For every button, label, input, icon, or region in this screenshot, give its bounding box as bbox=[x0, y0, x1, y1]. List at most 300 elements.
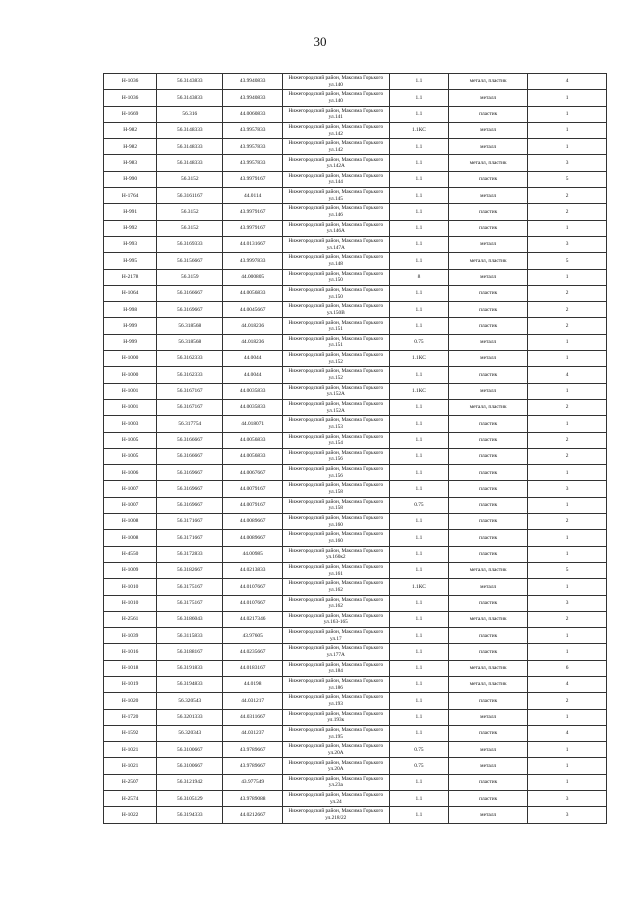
cell-id: Н-1036 bbox=[104, 74, 157, 90]
cell-volume: 1.1 bbox=[389, 611, 449, 627]
cell-lat: 56.3171667 bbox=[157, 514, 223, 530]
cell-address: Нижегородский район, Максима Горького ул.17 bbox=[283, 628, 390, 644]
table-row bbox=[104, 807, 607, 823]
cell-lat: 56.3201333 bbox=[157, 709, 223, 725]
cell-address: Нижегородский район, Максима Горького ул.152 bbox=[283, 351, 390, 367]
cell-id: Н-1039 bbox=[104, 628, 157, 644]
cell-id: Н-991 bbox=[104, 204, 157, 220]
cell-lat: 56.3171667 bbox=[157, 530, 223, 546]
cell-volume: 1.1 bbox=[389, 660, 449, 676]
cell-id: Н-1021 bbox=[104, 742, 157, 758]
cell-lon: 43.97605 bbox=[223, 628, 283, 644]
cell-type: пластик bbox=[449, 367, 528, 383]
table-row bbox=[104, 367, 607, 383]
cell-id: Н-1036 bbox=[104, 90, 157, 106]
cell-lon: 44.0107667 bbox=[223, 595, 283, 611]
cell-address: Нижегородский район, Максима Горького ул.142 bbox=[283, 122, 390, 138]
cell-address: Нижегородский район, Максима Горького ул.152 bbox=[283, 367, 390, 383]
cell-id: Н-1000 bbox=[104, 351, 157, 367]
table-row bbox=[104, 497, 607, 513]
table-row bbox=[104, 383, 607, 399]
cell-count: 2 bbox=[528, 514, 607, 530]
cell-lat: 56.3169667 bbox=[157, 481, 223, 497]
cell-lat: 56.3166667 bbox=[157, 448, 223, 464]
table-row bbox=[104, 171, 607, 187]
cell-lon: 44.0044 bbox=[223, 351, 283, 367]
table-row bbox=[104, 725, 607, 741]
cell-type: пластик bbox=[449, 628, 528, 644]
table-row bbox=[104, 676, 607, 692]
cell-lat: 56.3167167 bbox=[157, 383, 223, 399]
cell-lat: 56.3194833 bbox=[157, 676, 223, 692]
cell-type: пластик bbox=[449, 514, 528, 530]
cell-address: Нижегородский район, Максима Горького ул.160 bbox=[283, 530, 390, 546]
cell-lon: 44.031217 bbox=[223, 693, 283, 709]
cell-volume: 1.1 bbox=[389, 236, 449, 252]
table-row bbox=[104, 90, 607, 106]
table-row bbox=[104, 122, 607, 138]
table-row bbox=[104, 579, 607, 595]
cell-address: Нижегородский район, Максима Горького ул.20А bbox=[283, 758, 390, 774]
cell-volume: 1.1 bbox=[389, 188, 449, 204]
table-row bbox=[104, 220, 607, 236]
cell-address: Нижегородский район, Максима Горького ул.160к2 bbox=[283, 546, 390, 562]
cell-volume: 1.1 bbox=[389, 676, 449, 692]
cell-volume: 1.1 bbox=[389, 807, 449, 823]
cell-lon: 43.9789667 bbox=[223, 758, 283, 774]
cell-address: Нижегородский район, Максима Горького ул.186 bbox=[283, 676, 390, 692]
cell-count: 2 bbox=[528, 318, 607, 334]
cell-id: Н-998 bbox=[104, 302, 157, 318]
table-row bbox=[104, 253, 607, 269]
cell-lon: 44.0044 bbox=[223, 367, 283, 383]
cell-count: 1 bbox=[528, 758, 607, 774]
cell-address: Нижегородский район, Максима Горького ул.146А bbox=[283, 220, 390, 236]
cell-lon: 44.0183167 bbox=[223, 660, 283, 676]
cell-id: Н-1669 bbox=[104, 106, 157, 122]
cell-volume: 1.1 bbox=[389, 595, 449, 611]
cell-lat: 56.3166667 bbox=[157, 432, 223, 448]
cell-id: Н-1021 bbox=[104, 758, 157, 774]
cell-lon: 44.0067667 bbox=[223, 465, 283, 481]
cell-count: 1 bbox=[528, 465, 607, 481]
cell-id: Н-1022 bbox=[104, 807, 157, 823]
cell-volume: 1.1 bbox=[389, 725, 449, 741]
table-row bbox=[104, 791, 607, 807]
cell-id: Н-2561 bbox=[104, 611, 157, 627]
cell-lat: 56.3162333 bbox=[157, 351, 223, 367]
cell-address: Нижегородский район, Максима Горького ул.153 bbox=[283, 416, 390, 432]
cell-type: металл bbox=[449, 90, 528, 106]
cell-type: металл, пластик bbox=[449, 562, 528, 578]
cell-count: 1 bbox=[528, 546, 607, 562]
cell-count: 4 bbox=[528, 74, 607, 90]
cell-id: Н-1010 bbox=[104, 579, 157, 595]
cell-id: Н-1016 bbox=[104, 644, 157, 660]
cell-lat: 56.320343 bbox=[157, 725, 223, 741]
table-row bbox=[104, 155, 607, 171]
cell-type: пластик bbox=[449, 171, 528, 187]
cell-volume: 1.1 bbox=[389, 74, 449, 90]
cell-lon: 44.0079167 bbox=[223, 481, 283, 497]
cell-count: 1 bbox=[528, 774, 607, 790]
cell-id: Н-1019 bbox=[104, 676, 157, 692]
cell-id: Н-2507 bbox=[104, 774, 157, 790]
table-row bbox=[104, 416, 607, 432]
cell-address: Нижегородский район, Максима Горького ул.193 bbox=[283, 693, 390, 709]
cell-count: 3 bbox=[528, 481, 607, 497]
cell-volume: 1.1КС bbox=[389, 383, 449, 399]
cell-type: пластик bbox=[449, 693, 528, 709]
cell-id: Н-999 bbox=[104, 334, 157, 350]
cell-address: Нижегородский район, Максима Горького ул.156 bbox=[283, 448, 390, 464]
cell-count: 5 bbox=[528, 562, 607, 578]
cell-type: пластик bbox=[449, 644, 528, 660]
cell-address: Нижегородский район, Максима Горького ул.162 bbox=[283, 595, 390, 611]
cell-volume: 0.75 bbox=[389, 758, 449, 774]
cell-id: Н-1007 bbox=[104, 497, 157, 513]
cell-volume: 1.1 bbox=[389, 139, 449, 155]
cell-count: 4 bbox=[528, 725, 607, 741]
cell-lon: 43.977549 bbox=[223, 774, 283, 790]
cell-type: металл bbox=[449, 351, 528, 367]
cell-count: 1 bbox=[528, 90, 607, 106]
cell-id: Н-1001 bbox=[104, 399, 157, 415]
cell-id: Н-1764 bbox=[104, 188, 157, 204]
cell-count: 2 bbox=[528, 302, 607, 318]
cell-volume: 1.1 bbox=[389, 432, 449, 448]
cell-count: 1 bbox=[528, 106, 607, 122]
cell-type: металл bbox=[449, 709, 528, 725]
cell-lat: 56.3161167 bbox=[157, 188, 223, 204]
cell-type: металл bbox=[449, 269, 528, 285]
cell-lon: 44.0035833 bbox=[223, 383, 283, 399]
cell-volume: 1.1 bbox=[389, 693, 449, 709]
cell-lon: 44.0060833 bbox=[223, 106, 283, 122]
cell-lon: 43.9979167 bbox=[223, 204, 283, 220]
cell-lat: 56.3167167 bbox=[157, 399, 223, 415]
cell-lon: 44.031237 bbox=[223, 725, 283, 741]
cell-lon: 44.018236 bbox=[223, 318, 283, 334]
table-row bbox=[104, 106, 607, 122]
cell-volume: 0.75 bbox=[389, 742, 449, 758]
cell-lon: 44.0056833 bbox=[223, 448, 283, 464]
cell-lon: 44.0056833 bbox=[223, 285, 283, 301]
cell-volume: 1.1КС bbox=[389, 579, 449, 595]
cell-lon: 44.018071 bbox=[223, 416, 283, 432]
cell-id: Н-1001 bbox=[104, 383, 157, 399]
cell-count: 2 bbox=[528, 188, 607, 204]
table-row bbox=[104, 399, 607, 415]
cell-volume: 1.1 bbox=[389, 465, 449, 481]
cell-type: пластик bbox=[449, 220, 528, 236]
cell-lon: 43.9940833 bbox=[223, 74, 283, 90]
cell-lat: 56.3159 bbox=[157, 269, 223, 285]
cell-count: 4 bbox=[528, 676, 607, 692]
cell-count: 3 bbox=[528, 595, 607, 611]
cell-lat: 56.320543 bbox=[157, 693, 223, 709]
cell-id: Н-2574 bbox=[104, 791, 157, 807]
cell-lon: 44.0056833 bbox=[223, 432, 283, 448]
cell-count: 1 bbox=[528, 269, 607, 285]
cell-lon: 44.0089667 bbox=[223, 530, 283, 546]
cell-lon: 44.0107667 bbox=[223, 579, 283, 595]
cell-volume: 1.1 bbox=[389, 514, 449, 530]
table-row bbox=[104, 351, 607, 367]
cell-lat: 56.3152 bbox=[157, 204, 223, 220]
cell-address: Нижегородский район, Максима Горького ул.23а bbox=[283, 774, 390, 790]
cell-count: 1 bbox=[528, 497, 607, 513]
cell-lat: 56.3166667 bbox=[157, 285, 223, 301]
cell-lon: 44.0045667 bbox=[223, 302, 283, 318]
cell-volume: 0.75 bbox=[389, 497, 449, 513]
cell-lat: 56.3148333 bbox=[157, 155, 223, 171]
cell-address: Нижегородский район, Максима Горького ул.195 bbox=[283, 725, 390, 741]
cell-volume: 1.1КС bbox=[389, 122, 449, 138]
cell-id: Н-1007 bbox=[104, 481, 157, 497]
cell-volume: 1.1 bbox=[389, 253, 449, 269]
cell-id: Н-1008 bbox=[104, 530, 157, 546]
cell-count: 5 bbox=[528, 171, 607, 187]
cell-lon: 44.0217346 bbox=[223, 611, 283, 627]
table-row bbox=[104, 139, 607, 155]
table-row bbox=[104, 74, 607, 90]
cell-count: 1 bbox=[528, 416, 607, 432]
cell-lat: 56.3188167 bbox=[157, 644, 223, 660]
cell-type: металл, пластик bbox=[449, 660, 528, 676]
cell-lon: 43.9940833 bbox=[223, 90, 283, 106]
cell-address: Нижегородский район, Максима Горького ул.161 bbox=[283, 562, 390, 578]
cell-volume: 1.1 bbox=[389, 90, 449, 106]
table-row bbox=[104, 188, 607, 204]
table-row bbox=[104, 628, 607, 644]
cell-address: Нижегородский район, Максима Горького ул.158 bbox=[283, 497, 390, 513]
cell-address: Нижегородский район, Максима Горького ул.152А bbox=[283, 383, 390, 399]
cell-type: металл bbox=[449, 334, 528, 350]
cell-lon: 44.0198 bbox=[223, 676, 283, 692]
cell-type: металл bbox=[449, 236, 528, 252]
cell-volume: 1.1 bbox=[389, 530, 449, 546]
table-row bbox=[104, 236, 607, 252]
cell-id: Н-990 bbox=[104, 171, 157, 187]
table-row bbox=[104, 546, 607, 562]
cell-count: 3 bbox=[528, 807, 607, 823]
cell-lon: 43.9957833 bbox=[223, 139, 283, 155]
cell-lon: 44.0213833 bbox=[223, 562, 283, 578]
cell-volume: 1.1 bbox=[389, 318, 449, 334]
cell-lon: 43.9997833 bbox=[223, 253, 283, 269]
cell-address: Нижегородский район, Максима Горького ул.145 bbox=[283, 188, 390, 204]
cell-type: пластик bbox=[449, 465, 528, 481]
cell-id: Н-1003 bbox=[104, 416, 157, 432]
cell-id: Н-1000 bbox=[104, 367, 157, 383]
cell-address: Нижегородский район, Максима Горького ул.158 bbox=[283, 481, 390, 497]
cell-count: 3 bbox=[528, 791, 607, 807]
cell-lat: 56.3175167 bbox=[157, 579, 223, 595]
cell-lat: 56.3194333 bbox=[157, 807, 223, 823]
cell-address: Нижегородский район, Максима Горького ул.150 bbox=[283, 285, 390, 301]
table-row bbox=[104, 758, 607, 774]
cell-type: пластик bbox=[449, 302, 528, 318]
cell-id: Н-982 bbox=[104, 122, 157, 138]
cell-address: Нижегородский район, Максима Горького ул.177А bbox=[283, 644, 390, 660]
cell-volume: 1.1КС bbox=[389, 351, 449, 367]
cell-count: 2 bbox=[528, 693, 607, 709]
cell-type: металл bbox=[449, 188, 528, 204]
cell-volume: 1.1 bbox=[389, 367, 449, 383]
table-row bbox=[104, 465, 607, 481]
cell-type: пластик bbox=[449, 106, 528, 122]
cell-address: Нижегородский район, Максима Горького ул.193к bbox=[283, 709, 390, 725]
cell-address: Нижегородский район, Максима Горького ул.146 bbox=[283, 204, 390, 220]
cell-lat: 56.3152 bbox=[157, 220, 223, 236]
cell-lat: 56.3172833 bbox=[157, 546, 223, 562]
cell-address: Нижегородский район, Максима Горького ул.142 bbox=[283, 139, 390, 155]
cell-lon: 43.9789667 bbox=[223, 742, 283, 758]
cell-lat: 56.3143833 bbox=[157, 90, 223, 106]
cell-lon: 44.0212667 bbox=[223, 807, 283, 823]
cell-lat: 56.3169333 bbox=[157, 236, 223, 252]
cell-count: 2 bbox=[528, 204, 607, 220]
cell-volume: 1.1 bbox=[389, 791, 449, 807]
cell-count: 2 bbox=[528, 611, 607, 627]
cell-count: 2 bbox=[528, 432, 607, 448]
cell-address: Нижегородский район, Максима Горького ул.151 bbox=[283, 318, 390, 334]
cell-type: металл, пластик bbox=[449, 253, 528, 269]
cell-lon: 44.00985 bbox=[223, 546, 283, 562]
cell-type: металл bbox=[449, 579, 528, 595]
cell-id: Н-1006 bbox=[104, 465, 157, 481]
cell-id: Н-1008 bbox=[104, 514, 157, 530]
cell-lat: 56.3186043 bbox=[157, 611, 223, 627]
cell-count: 6 bbox=[528, 660, 607, 676]
cell-count: 2 bbox=[528, 399, 607, 415]
cell-id: Н-1020 bbox=[104, 693, 157, 709]
cell-type: металл bbox=[449, 383, 528, 399]
cell-id: Н-1592 bbox=[104, 725, 157, 741]
table-row bbox=[104, 318, 607, 334]
cell-id: Н-2178 bbox=[104, 269, 157, 285]
cell-count: 4 bbox=[528, 367, 607, 383]
cell-type: пластик bbox=[449, 595, 528, 611]
cell-volume: 1.1 bbox=[389, 709, 449, 725]
cell-volume: 1.1 bbox=[389, 399, 449, 415]
cell-count: 1 bbox=[528, 220, 607, 236]
cell-count: 3 bbox=[528, 155, 607, 171]
cell-id: Н-1018 bbox=[104, 660, 157, 676]
cell-id: Н-1720 bbox=[104, 709, 157, 725]
cell-type: пластик bbox=[449, 497, 528, 513]
cell-id: Н-1064 bbox=[104, 285, 157, 301]
cell-type: металл, пластик bbox=[449, 611, 528, 627]
cell-count: 3 bbox=[528, 236, 607, 252]
cell-type: металл, пластик bbox=[449, 155, 528, 171]
cell-count: 2 bbox=[528, 448, 607, 464]
cell-lat: 56.3115833 bbox=[157, 628, 223, 644]
cell-address: Нижегородский район, Максима Горького ул.156 bbox=[283, 465, 390, 481]
cell-type: металл, пластик bbox=[449, 74, 528, 90]
table-body bbox=[104, 74, 607, 824]
cell-type: металл, пластик bbox=[449, 399, 528, 415]
cell-type: металл bbox=[449, 807, 528, 823]
cell-count: 1 bbox=[528, 383, 607, 399]
cell-id: Н-999 bbox=[104, 318, 157, 334]
cell-address: Нижегородский район, Максима Горького ул.147А bbox=[283, 236, 390, 252]
cell-id: Н-983 bbox=[104, 155, 157, 171]
cell-lon: 44.0035833 bbox=[223, 399, 283, 415]
cell-lat: 56.3169667 bbox=[157, 497, 223, 513]
cell-lon: 44.0089667 bbox=[223, 514, 283, 530]
cell-id: Н-982 bbox=[104, 139, 157, 155]
table-row bbox=[104, 302, 607, 318]
cell-count: 1 bbox=[528, 139, 607, 155]
cell-address: Нижегородский район, Максима Горького ул.24 bbox=[283, 791, 390, 807]
cell-volume: 1.1 bbox=[389, 302, 449, 318]
cell-volume: 1.1 bbox=[389, 562, 449, 578]
cell-id: Н-1010 bbox=[104, 595, 157, 611]
cell-lon: 44.018236 bbox=[223, 334, 283, 350]
table-row bbox=[104, 269, 607, 285]
cell-lat: 56.3100667 bbox=[157, 742, 223, 758]
cell-volume: 1.1 bbox=[389, 171, 449, 187]
table-row bbox=[104, 448, 607, 464]
table-row bbox=[104, 644, 607, 660]
cell-count: 1 bbox=[528, 579, 607, 595]
cell-address: Нижегородский район, Максима Горького ул.142А bbox=[283, 155, 390, 171]
cell-volume: 1.1 bbox=[389, 106, 449, 122]
cell-type: пластик bbox=[449, 530, 528, 546]
cell-lat: 56.3169667 bbox=[157, 302, 223, 318]
cell-volume: 1.1 bbox=[389, 546, 449, 562]
cell-type: пластик bbox=[449, 448, 528, 464]
cell-volume: 1.1 bbox=[389, 644, 449, 660]
cell-type: пластик bbox=[449, 416, 528, 432]
cell-volume: 1.1 bbox=[389, 628, 449, 644]
cell-lon: 43.9789088 bbox=[223, 791, 283, 807]
cell-count: 1 bbox=[528, 742, 607, 758]
page-number: 30 bbox=[313, 34, 327, 49]
cell-id: Н-995 bbox=[104, 253, 157, 269]
cell-lon: 43.9957833 bbox=[223, 155, 283, 171]
cell-lat: 56.3148333 bbox=[157, 122, 223, 138]
table-row bbox=[104, 432, 607, 448]
cell-id: Н-992 bbox=[104, 220, 157, 236]
cell-type: металл, пластик bbox=[449, 676, 528, 692]
cell-lat: 56.3152 bbox=[157, 171, 223, 187]
cell-id: Н-1009 bbox=[104, 562, 157, 578]
cell-address: Нижегородский район, Максима Горького ул.152А bbox=[283, 399, 390, 415]
table-row bbox=[104, 481, 607, 497]
cell-id: Н-1005 bbox=[104, 448, 157, 464]
cell-volume: 1.1 bbox=[389, 285, 449, 301]
table-row bbox=[104, 334, 607, 350]
cell-volume: 1.1 bbox=[389, 220, 449, 236]
cell-lat: 56.3191833 bbox=[157, 660, 223, 676]
data-table bbox=[103, 73, 607, 824]
cell-lat: 56.318568 bbox=[157, 334, 223, 350]
table-row bbox=[104, 742, 607, 758]
cell-type: металл bbox=[449, 139, 528, 155]
cell-type: пластик bbox=[449, 432, 528, 448]
cell-lat: 56.316 bbox=[157, 106, 223, 122]
cell-type: металл bbox=[449, 122, 528, 138]
cell-address: Нижегородский район, Максима Горького ул.140 bbox=[283, 90, 390, 106]
cell-address: Нижегородский район, Максима Горького ул.150В bbox=[283, 302, 390, 318]
cell-volume: 1.1 bbox=[389, 416, 449, 432]
table-row bbox=[104, 774, 607, 790]
cell-count: 1 bbox=[528, 530, 607, 546]
table-row bbox=[104, 660, 607, 676]
